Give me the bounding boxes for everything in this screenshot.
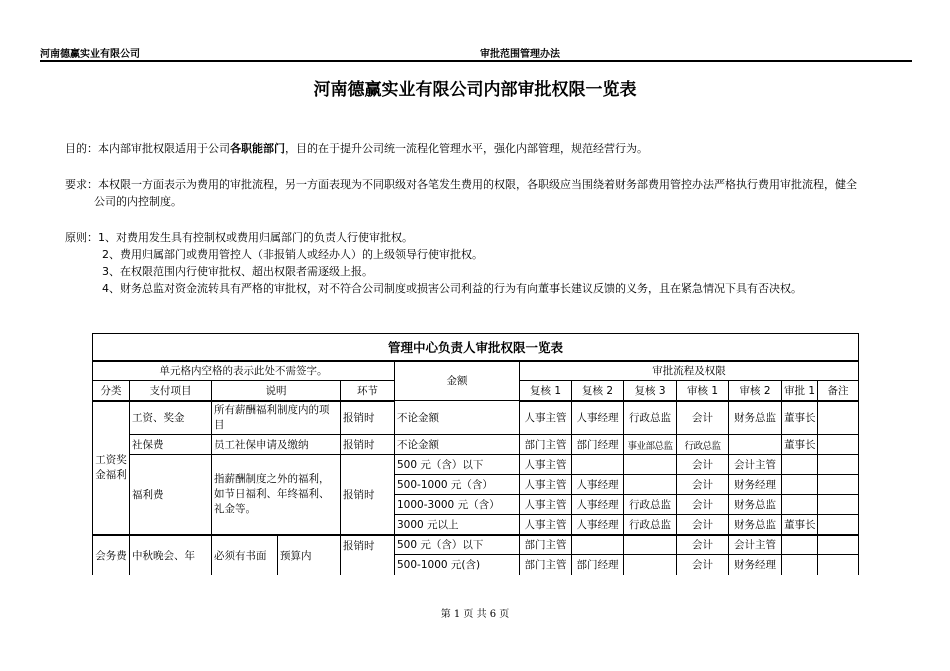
approver-cell — [818, 535, 859, 555]
amount-cell: 不论金额 — [395, 401, 520, 435]
table-row — [93, 455, 859, 475]
col-header: 审核 2 — [729, 381, 782, 401]
approver-cell: 行政总监 — [624, 495, 677, 515]
amount-cell: 1000-3000 元（含） — [395, 495, 520, 515]
approver-cell: 人事主管 — [520, 475, 572, 495]
principle-item: 2、费用归属部门或费用管控人（非报销人或经办人）的上级领导行使审批权。 — [102, 248, 483, 261]
header-company: 河南德赢实业有限公司 — [40, 49, 140, 60]
amount-cell: 500 元（含）以下 — [395, 535, 520, 555]
approver-cell: 行政总监 — [677, 435, 729, 455]
category-cell: 会务费 — [93, 535, 130, 575]
item-cell: 工资、奖金 — [130, 401, 212, 435]
stage-cell: 报销时 — [341, 401, 395, 435]
approver-cell: 人事主管 — [520, 401, 572, 435]
approver-cell: 会计 — [677, 515, 729, 535]
approver-cell: 事业部总监 — [624, 435, 677, 455]
approver-cell: 财务总监 — [729, 515, 782, 535]
table-caption: 管理中心负责人审批权限一览表 — [93, 334, 859, 361]
page-footer: 第 1 页 共 6 页 — [440, 609, 510, 620]
approver-cell: 部门经理 — [572, 555, 624, 575]
approver-cell: 财务经理 — [729, 475, 782, 495]
amount-cell: 3000 元以上 — [395, 515, 520, 535]
header-rule — [40, 60, 912, 62]
approver-cell: 人事经理 — [572, 515, 624, 535]
approver-cell: 会计 — [677, 495, 729, 515]
principle-item: 4、财务总监对资金流转具有严格的审批权，对不符合公司制度或损害公司利益的行为有向董事长建议反馈的义务，且在紧急情况下具有否决权。 — [102, 282, 802, 295]
approver-cell: 会计 — [677, 455, 729, 475]
approver-cell: 会计主管 — [729, 535, 782, 555]
approver-cell: 人事主管 — [520, 495, 572, 515]
col-header: 复核 3 — [624, 381, 677, 401]
header-doc-title: 审批范围管理办法 — [480, 49, 560, 60]
stage-cell: 报销时 — [341, 435, 395, 455]
stage-cell: 报销时 — [341, 535, 395, 555]
item-cell: 中秋晚会、年 — [130, 535, 212, 575]
approver-cell: 部门主管 — [520, 435, 572, 455]
approver-cell: 会计主管 — [729, 455, 782, 475]
col-header: 复核 2 — [572, 381, 624, 401]
principles-paragraph — [65, 229, 802, 297]
requirement-paragraph: 要求：本权限一方面表示为费用的审批流程，另一方面表现为不同职级对各笔发生费用的权限，各职级应当围绕着财务部费用管控办法严格执行费用审批流程，健全 公司的内控制度。 — [65, 178, 857, 208]
col-header: 分类 — [93, 381, 130, 401]
approver-cell — [624, 455, 677, 475]
approver-cell: 财务总监 — [729, 401, 782, 435]
approver-cell — [624, 535, 677, 555]
col-header: 审核 1 — [677, 381, 729, 401]
approver-cell: 行政总监 — [624, 401, 677, 435]
approver-cell: 人事经理 — [572, 495, 624, 515]
approver-cell: 人事主管 — [520, 455, 572, 475]
approver-cell: 会计 — [677, 401, 729, 435]
approver-cell — [572, 455, 624, 475]
amount-cell: 不论金额 — [395, 435, 520, 455]
table-row — [93, 435, 859, 455]
table-row — [93, 401, 859, 435]
item-cell: 福利费 — [130, 455, 212, 535]
purpose-paragraph: 目的：本内部审批权限适用于公司各职能部门，目的在于提升公司统一流程化管理水平，强化内部管理，规范经营行为。 — [65, 142, 648, 155]
category-cell: 工资奖金福利 — [93, 401, 130, 535]
approver-cell — [818, 401, 859, 435]
approver-cell: 会计 — [677, 475, 729, 495]
col-header: 环节 — [341, 381, 395, 401]
amount-cell: 500-1000 元(含) — [395, 555, 520, 575]
approver-cell: 部门主管 — [520, 535, 572, 555]
desc-cell: 所有薪酬福利制度内的项目 — [212, 401, 341, 435]
approver-cell — [624, 555, 677, 575]
approver-cell — [818, 435, 859, 455]
approver-cell — [818, 475, 859, 495]
item-cell: 社保费 — [130, 435, 212, 455]
approver-cell: 人事经理 — [572, 401, 624, 435]
stage-cell-empty — [341, 555, 395, 575]
approver-cell — [782, 555, 818, 575]
approver-cell: 行政总监 — [624, 515, 677, 535]
page-header — [40, 45, 912, 61]
approver-cell — [818, 455, 859, 475]
col-header: 支付项目 — [130, 381, 212, 401]
col-header: 复核 1 — [520, 381, 572, 401]
approver-cell: 财务总监 — [729, 495, 782, 515]
col-header: 备注 — [818, 381, 859, 401]
amount-header: 金额 — [395, 361, 520, 401]
stage-cell: 报销时 — [341, 455, 395, 535]
approver-cell — [782, 455, 818, 475]
approver-cell: 部门主管 — [520, 555, 572, 575]
approver-cell: 人事经理 — [572, 475, 624, 495]
approver-cell: 会计 — [677, 555, 729, 575]
table-row — [93, 535, 859, 555]
flow-header: 审批流程及权限 — [520, 361, 859, 381]
col-header: 说明 — [212, 381, 341, 401]
approver-cell — [818, 555, 859, 575]
approver-cell: 部门经理 — [572, 435, 624, 455]
approver-cell — [782, 535, 818, 555]
desc2-cell: 预算内 — [278, 535, 341, 575]
approver-cell — [782, 495, 818, 515]
principle-item: 3、在权限范围内行使审批权、超出权限者需逐级上报。 — [102, 265, 373, 278]
desc-cell: 员工社保申请及缴纳 — [212, 435, 341, 455]
principle-item: 原则：1、对费用发生具有控制权或费用归属部门的负责人行使审批权。 — [65, 231, 413, 244]
amount-cell: 500-1000 元（含） — [395, 475, 520, 495]
table-note: 单元格内空格的表示此处不需签字。 — [93, 361, 395, 381]
approver-cell: 人事主管 — [520, 515, 572, 535]
amount-cell: 500 元（含）以下 — [395, 455, 520, 475]
approver-cell — [782, 475, 818, 495]
col-header: 审批 1 — [782, 381, 818, 401]
approver-cell: 董事长 — [782, 401, 818, 435]
approver-cell: 董事长 — [782, 435, 818, 455]
approver-cell — [818, 515, 859, 535]
approver-cell: 董事长 — [782, 515, 818, 535]
desc-cell: 必须有书面 — [212, 535, 278, 575]
approver-cell — [572, 535, 624, 555]
approver-cell — [818, 495, 859, 515]
desc-cell: 指薪酬制度之外的福利，如节日福利、年终福利、礼金等。 — [212, 455, 341, 535]
approver-cell: 会计 — [677, 535, 729, 555]
approver-cell — [624, 475, 677, 495]
approval-table — [92, 333, 859, 575]
approver-cell: 财务经理 — [729, 555, 782, 575]
page-title: 河南德赢实业有限公司内部审批权限一览表 — [313, 80, 637, 100]
approver-cell — [729, 435, 782, 455]
